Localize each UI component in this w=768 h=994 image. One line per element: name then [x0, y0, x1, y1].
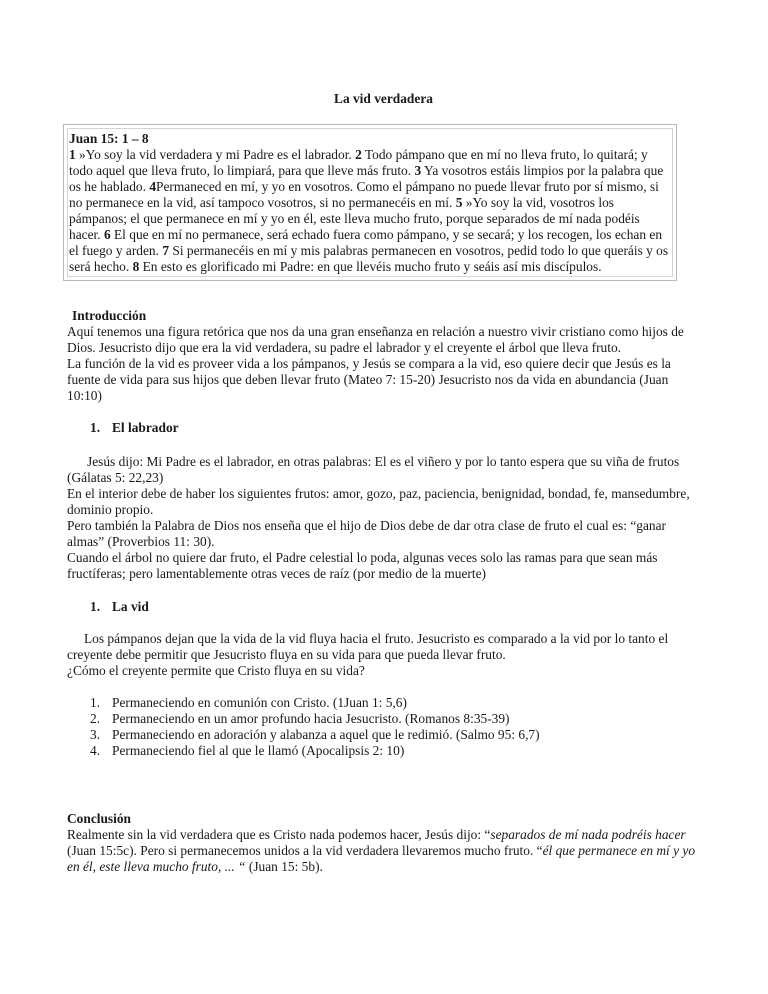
conclusion-quote: separados de mí nada podréis hacer — [490, 827, 686, 842]
scripture-text — [69, 147, 672, 275]
section-paragraph: En el interior debe de haber los siguientes frutos: amor, gozo, paz, paciencia, benignidad, bondad, fe, mansedumbre, dominio propio. — [67, 486, 690, 517]
verse-number: 6 — [103, 227, 111, 242]
section-paragraph: Pero también la Palabra de Dios nos enseña que el hijo de Dios debe de dar otra clase de fruto el cual es: “ganar almas” (Proverbios 11: 30). — [67, 518, 667, 549]
conclusion-text: (Juan 15:5c). Pero si permanecemos unidos a la vid verdadera llevaremos mucho fruto. “ — [67, 843, 543, 858]
section-heading — [67, 420, 697, 436]
section-question: ¿Cómo el creyente permite que Cristo fluya en su vida? — [67, 663, 365, 678]
list-item — [67, 727, 697, 743]
list-item-number: 4. — [90, 743, 101, 758]
section-heading — [67, 599, 697, 615]
list-item-text: Permaneciendo en un amor profundo hacia Jesucristo. (Romanos 8:35-39) — [112, 711, 510, 726]
verse-text: Ya vosotros estáis limpios por la palabra que os he hablado. — [69, 163, 664, 194]
section-number: 1. — [90, 599, 101, 614]
verse-number: 7 — [162, 243, 170, 258]
verse-text: Si permanecéis en mí y mis palabras permanecen en vosotros, pedid todo lo que queráis y os será hecho. — [69, 243, 669, 274]
section-heading-text: El labrador — [112, 420, 179, 435]
page-title: La vid verdadera — [334, 91, 433, 106]
section-heading-text: La vid — [112, 599, 149, 614]
list-item — [67, 743, 697, 759]
section-number: 1. — [90, 420, 101, 435]
list-item — [67, 711, 697, 727]
list-item-number: 3. — [90, 727, 101, 742]
verse-text: »Yo soy la vid verdadera y mi Padre es el labrador. — [75, 147, 356, 162]
conclusion-heading: Conclusión — [67, 811, 131, 826]
verse-text: Todo pámpano que en mí no lleva fruto, lo quitará; y todo aquel que lleva fruto, lo limpiará, para que lleve más fruto. — [69, 147, 648, 178]
verse-number: 2 — [355, 147, 362, 162]
section-paragraph: Los pámpanos dejan que la vida de la vid fluya hacia el fruto. Jesucristo es comparado a la vid por lo tanto el creyente debe permitir que Jesucristo fluya en su vida para que pueda llevar fruto. — [67, 631, 669, 662]
conclusion-text: Realmente sin la vid verdadera que es Cristo nada podemos hacer, Jesús dijo: “ — [67, 827, 491, 842]
list-item-text: Permaneciendo en comunión con Cristo. (1Juan 1: 5,6) — [112, 695, 407, 710]
list-item-number: 1. — [90, 695, 101, 710]
list-item — [67, 695, 697, 711]
scripture-box-inner — [67, 128, 673, 277]
section-paragraph: Jesús dijo: Mi Padre es el labrador, en otras palabras: El es el viñero y por lo tanto espera que su viña de frutos (Gálatas 5: 22,23) — [67, 454, 680, 485]
verse-text: El que en mí no permanece, será echado fuera como pámpano, y se secará; y los recogen, los echan en el fuego y arden. — [69, 227, 663, 258]
intro-paragraph: Aquí tenemos una figura retórica que nos da una gran enseñanza en relación a nuestro vivir cristiano como hijos de Dios. Jesucristo dijo que era la vid verdadera, su padre el labrador y el creyente el árbol que lleva fruto. — [67, 324, 684, 355]
list-item-text: Permaneciendo fiel al que le llamó (Apocalipsis 2: 10) — [112, 743, 405, 758]
numbered-list — [67, 695, 697, 759]
conclusion-paragraph — [67, 827, 697, 875]
conclusion-text: (Juan 15: 5b). — [245, 859, 323, 874]
verse-number: 1 — [69, 147, 76, 162]
verse-number: 4 — [149, 179, 157, 194]
verse-text: En esto es glorificado mi Padre: en que llevéis mucho fruto y seáis así mis discípulos. — [139, 259, 602, 274]
list-item-text: Permaneciendo en adoración y alabanza a aquel que le redimió. (Salmo 95: 6,7) — [112, 727, 540, 742]
verse-number: 5 — [455, 195, 463, 210]
section-la-vid — [67, 599, 697, 759]
intro-heading: Introducción — [72, 308, 147, 323]
verse-text: »Yo soy la vid, vosotros los pámpanos; el que permanece en mí y yo en él, este lleva mucho fruto, porque separados de mí nada podéis hacer. — [69, 195, 640, 242]
list-item-number: 2. — [90, 711, 101, 726]
intro-section — [67, 308, 697, 404]
verse-number: 8 — [132, 259, 140, 274]
verse-text: Permaneced en mí, y yo en vosotros. Como el pámpano no puede llevar fruto por sí mismo, si no permanece en la vid, así tampoco vosotros, si no permanecéis en mí. — [69, 179, 659, 210]
section-paragraph: Cuando el árbol no quiere dar fruto, el Padre celestial lo poda, algunas veces solo las ramas para que sean más fructíferas; pero lamentablemente otras veces de raíz (por medio de la muerte) — [67, 550, 658, 581]
section-el-labrador — [67, 420, 697, 582]
verse-number: 3 — [414, 163, 422, 178]
scripture-box — [63, 124, 677, 281]
scripture-reference: Juan 15: 1 – 8 — [69, 131, 149, 146]
conclusion-quote: él que permanece en mí y yo en él, este lleva mucho fruto, ... “ — [67, 843, 696, 874]
intro-paragraph: La función de la vid es proveer vida a los pámpanos, y Jesús se compara a la vid, eso quiere decir que Jesús es la fuente de vida para sus hijos que deben llevar fruto (Mateo 7: 15-20) Jesucristo nos da vida en abundancia (Juan 10:10) — [67, 356, 671, 403]
conclusion-section — [67, 811, 697, 875]
